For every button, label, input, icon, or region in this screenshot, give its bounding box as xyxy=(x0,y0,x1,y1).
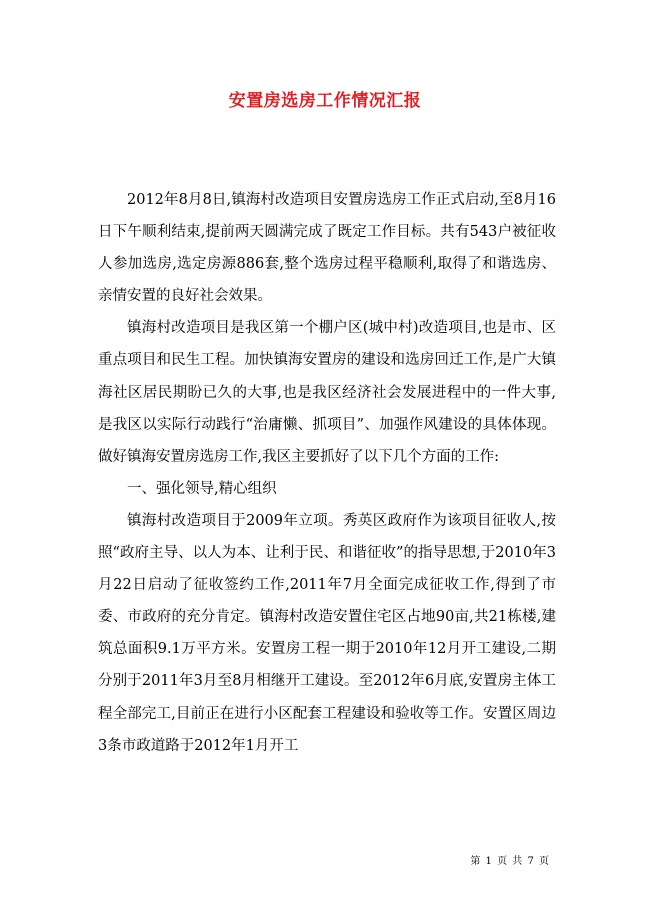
paragraph-3: 镇海村改造项目于2009年立项。秀英区政府作为该项目征收人,按照“政府主导、以人为本、让利于民、和谐征收”的指导思想,于2010年3月22日启动了征收签约工作,2011年7月全面完成征收工作,得到了市委、市政府的充分肯定。镇海村改造安置住宅区占地90亩,共21栋楼,建筑总面积9.1万平方米。安置房工程一期于2010年12月开工建设,二期分别于2011年3月至8月相继开工建设。至2012年6月底,安置房主体工程全部完工,目前正在进行小区配套工程建设和验收等工作。安置区周边3条市政道路于2012年1月开工 xyxy=(98,512,556,754)
paragraph-1: 2012年8月8日,镇海村改造项目安置房选房工作正式启动,至8月16日下午顺利结束,提前两天圆满完成了既定工作目标。共有543户被征收人参加选房,选定房源886套,整个选房过程平稳顺利,取得了和谐选房、亲情安置的良好社会效果。 xyxy=(98,192,556,305)
document-body xyxy=(98,184,556,762)
page-number: 第 1 页 共 7 页 xyxy=(470,856,550,867)
section-heading-1: 一、强化领导,精心组织 xyxy=(127,480,277,497)
page-title: 安置房选房工作情况汇报 xyxy=(228,91,422,111)
paragraph-2: 镇海村改造项目是我区第一个棚户区(城中村)改造项目,也是市、区重点项目和民生工程。加快镇海安置房的建设和选房回迁工作,是广大镇海社区居民期盼已久的大事,也是我区经济社会发展进程中的一件大事,是我区以实际行动践行“治庸懒、抓项目”、加强作风建设的具体体现。做好镇海安置房选房工作,我区主要抓好了以下几个方面的工作: xyxy=(98,320,556,465)
